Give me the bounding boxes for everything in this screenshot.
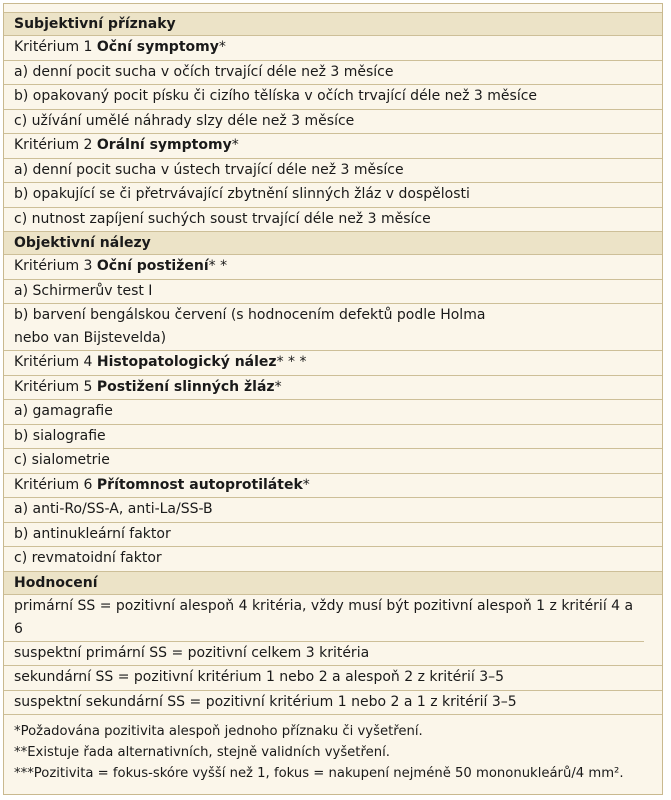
criterion-prefix: Kritérium 4 bbox=[14, 354, 97, 370]
list-item: c) užívání umělé náhrady slzy déle než 3 měsíce bbox=[4, 110, 662, 135]
criterion-prefix: Kritérium 3 bbox=[14, 258, 97, 274]
evaluation-item: primární SS = pozitivní alespoň 4 kritéria, vždy musí být pozitivní alespoň 1 z kritérií 4 a 6 bbox=[4, 595, 644, 642]
list-item: a) Schirmerův test I bbox=[4, 280, 662, 305]
criterion-name: Oční symptomy bbox=[96, 39, 219, 55]
list-item: b) antinukleární faktor bbox=[4, 523, 662, 548]
section-header-subjective: Subjektivní příznaky bbox=[4, 12, 662, 36]
footnotes bbox=[4, 715, 662, 784]
list-item: a) denní pocit sucha v očích trvající déle než 3 měsíce bbox=[4, 61, 662, 86]
criterion-5 bbox=[4, 376, 662, 401]
evaluation-item: sekundární SS = pozitivní kritérium 1 nebo 2 a alespoň 2 z kritérií 3–5 bbox=[4, 666, 662, 691]
footnote-mark: * bbox=[302, 476, 310, 493]
criterion-name: Oční postižení bbox=[96, 258, 209, 274]
footnote-mark: * bbox=[231, 137, 239, 153]
list-item: a) denní pocit sucha v ústech trvající déle než 3 měsíce bbox=[4, 159, 662, 184]
criterion-prefix: Kritérium 6 bbox=[14, 476, 97, 493]
list-item: b) opakovaný pocit písku či cizího tělíska v očích trvající déle než 3 měsíce bbox=[4, 85, 662, 110]
criterion-6 bbox=[4, 474, 662, 499]
footnote-mark: * * * bbox=[276, 354, 307, 370]
list-item: c) revmatoidní faktor bbox=[4, 547, 662, 572]
criterion-4 bbox=[4, 351, 662, 376]
evaluation-item: suspektní sekundární SS = pozitivní kritérium 1 nebo 2 a 1 z kritérií 3–5 bbox=[4, 691, 662, 716]
footnote: *Požadována pozitivita alespoň jednoho příznaku či vyšetření. bbox=[14, 724, 423, 739]
footnote: **Existuje řada alternativních, stejně validních vyšetření. bbox=[14, 745, 390, 760]
list-item: b) opakující se či přetrvávající zbytnění slinných žláz v dospělosti bbox=[4, 183, 662, 208]
criterion-name: Přítomnost autoprotilátek bbox=[96, 476, 303, 493]
section-header-objective: Objektivní nálezy bbox=[4, 232, 662, 255]
section-header-evaluation: Hodnocení bbox=[4, 572, 662, 595]
list-item: a) gamagrafie bbox=[4, 400, 662, 425]
evaluation-item: suspektní primární SS = pozitivní celkem 3 kritéria bbox=[4, 642, 662, 667]
criteria-table bbox=[3, 3, 663, 795]
criterion-name: Postižení slinných žláz bbox=[96, 378, 275, 395]
criterion-prefix: Kritérium 1 bbox=[14, 39, 97, 55]
list-item: c) nutnost zapíjení suchých soust trvající déle než 3 měsíce bbox=[4, 208, 662, 233]
list-item: c) sialometrie bbox=[4, 449, 662, 474]
footnote-mark: * bbox=[274, 378, 282, 395]
footnote-mark: * bbox=[218, 39, 226, 55]
criterion-2 bbox=[4, 134, 662, 159]
footnote: ***Pozitivita = fokus-skóre vyšší než 1, fokus = nakupení nejméně 50 mononukleárů/4 mm². bbox=[14, 766, 624, 781]
list-item: b) barvení bengálskou červení (s hodnocením defektů podle Holma nebo van Bijstevelda) bbox=[14, 307, 486, 346]
list-item: a) anti-Ro/SS-A, anti-La/SS-B bbox=[4, 498, 662, 523]
criterion-3 bbox=[4, 255, 662, 280]
criterion-name: Orální symptomy bbox=[96, 137, 232, 153]
list-item: b) sialografie bbox=[4, 425, 662, 450]
criterion-name: Histopatologický nález bbox=[96, 354, 277, 370]
criterion-1 bbox=[4, 36, 662, 61]
criterion-prefix: Kritérium 2 bbox=[14, 137, 97, 153]
footnote-mark: * * bbox=[208, 258, 228, 274]
criterion-prefix: Kritérium 5 bbox=[14, 378, 97, 395]
